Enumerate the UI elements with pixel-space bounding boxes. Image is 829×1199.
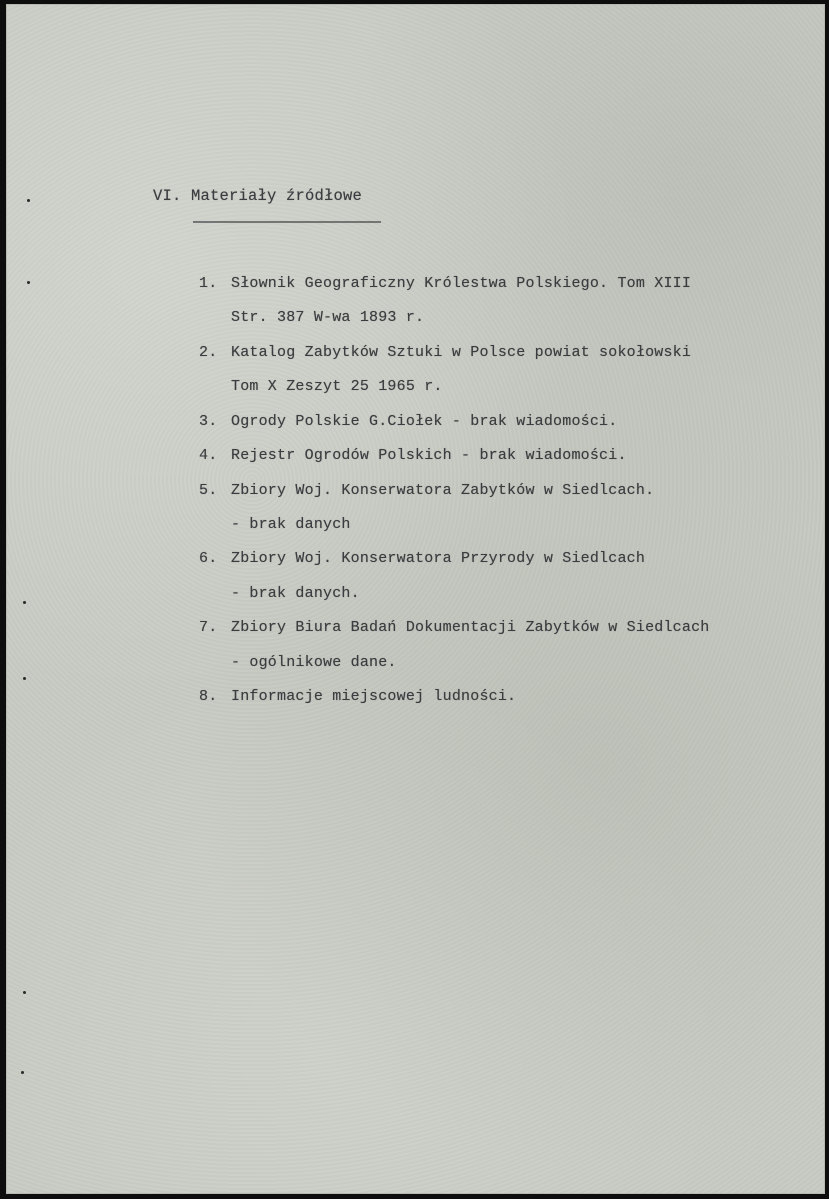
item-text-continuation: Str. 387 W-wa 1893 r. (231, 309, 425, 326)
punch-mark (23, 677, 26, 680)
item-number: 1. (199, 275, 218, 292)
item-text: Słownik Geograficzny Królestwa Polskiego. Tom XIII (231, 275, 692, 292)
punch-mark (21, 1071, 24, 1074)
item-text-continuation: - ogólnikowe dane. (231, 654, 397, 671)
item-number: 8. (199, 688, 218, 705)
item-text: Rejestr Ogrodów Polskich - brak wiadomości. (231, 447, 627, 464)
punch-mark (23, 601, 26, 604)
item-number: 5. (199, 482, 218, 499)
punch-mark (23, 991, 26, 994)
document-page (6, 4, 825, 1194)
item-text: Katalog Zabytków Sztuki w Polsce powiat sokołowski (231, 344, 692, 361)
item-text: Ogrody Polskie G.Ciołek - brak wiadomości. (231, 413, 618, 430)
punch-mark (27, 199, 30, 202)
item-text-continuation: Tom X Zeszyt 25 1965 r. (231, 378, 443, 395)
item-number: 2. (199, 344, 218, 361)
section-heading: VI. Materiały źródłowe (153, 187, 363, 205)
item-number: 7. (199, 619, 218, 636)
item-text: Zbiory Woj. Konserwatora Zabytków w Siedlcach. (231, 482, 655, 499)
item-number: 6. (199, 550, 218, 567)
item-text: Zbiory Biura Badań Dokumentacji Zabytków w Siedlcach (231, 619, 710, 636)
heading-underline (193, 221, 381, 223)
item-text: Informacje miejscowej ludności. (231, 688, 517, 705)
item-number: 3. (199, 413, 218, 430)
item-text-continuation: - brak danych (231, 516, 351, 533)
punch-mark (27, 281, 30, 284)
item-text: Zbiory Woj. Konserwatora Przyrody w Siedlcach (231, 550, 646, 567)
item-text-continuation: - brak danych. (231, 585, 360, 602)
item-number: 4. (199, 447, 218, 464)
